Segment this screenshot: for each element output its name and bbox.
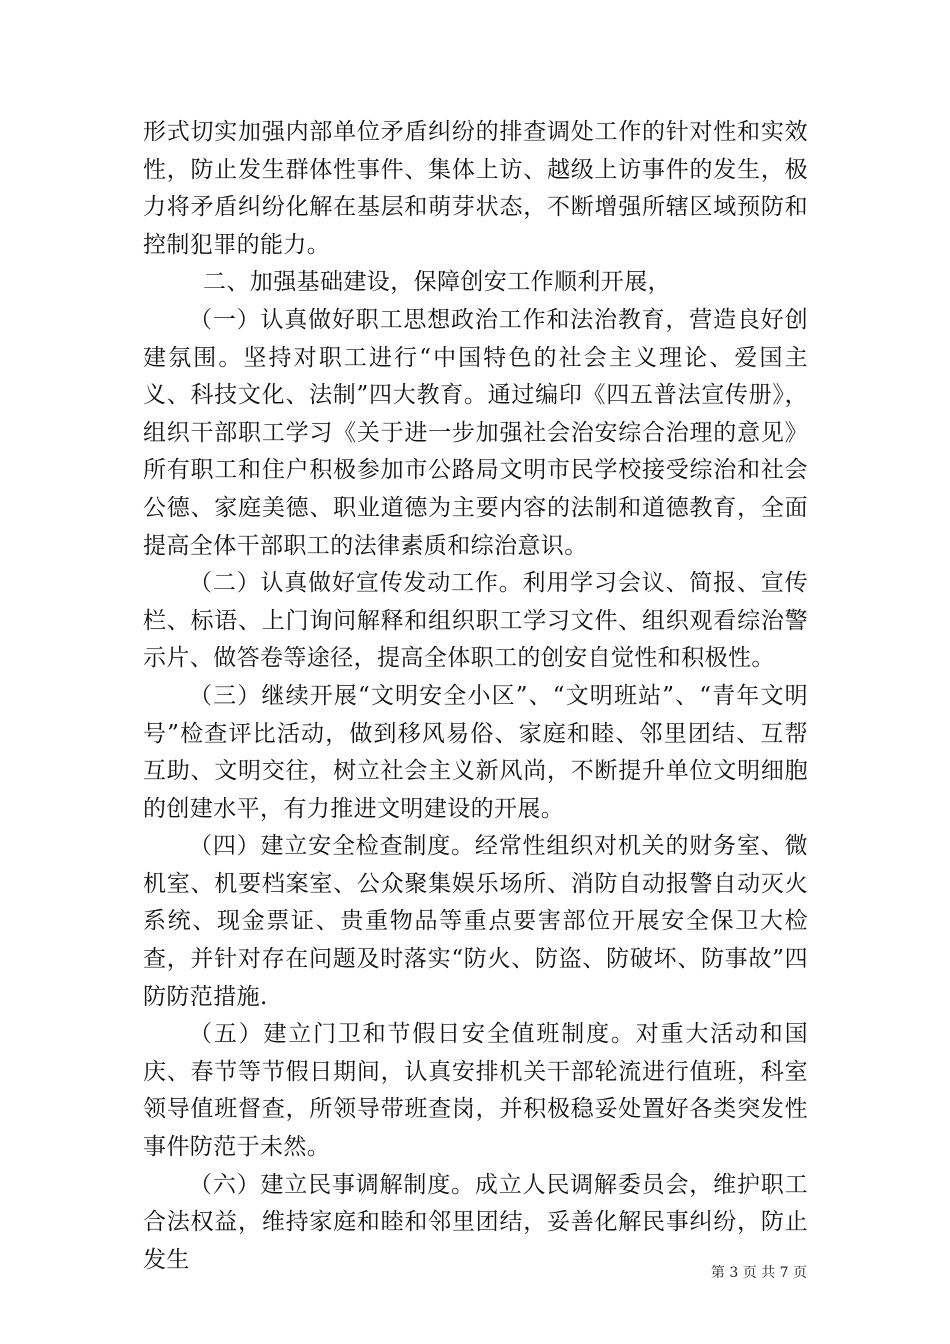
paragraph-item-1: （一）认真做好职工思想政治工作和法治教育，营造良好创建氛围。坚持对职工进行“中国特色的社会主义理论、爱国主义、科技文化、法制”四大教育。通过编印《四五普法宣传册》，组织干部职工学习《关于进一步加强社会治安综合治理的意见》所有职工和住户积极参加市公路局文明市民学校接受综治和社会公德、家庭美德、职业道德为主要内容的法制和道德教育，全面提高全体干部职工的法律素质和综治意识。 — [143, 306, 808, 559]
paragraph-item-4: （四）建立安全检查制度。经常性组织对机关的财务室、微机室、机要档案室、公众聚集娱乐场所、消防自动报警自动灭火系统、现金票证、贵重物品等重点要害部位开展安全保卫大检查，并针对存在问题及时落实“防火、防盗、防破坏、防事故”四防防范措施. — [143, 833, 808, 1010]
paragraph-item-2: （二）认真做好宣传发动工作。利用学习会议、简报、宣传栏、标语、上门询问解释和组织职工学习文件、组织观看综治警示片、做答卷等途径，提高全体职工的创安自觉性和积极性。 — [143, 570, 808, 672]
page-number: 第 3 页 共 7 页 — [710, 1265, 807, 1281]
document-body — [143, 114, 808, 1279]
paragraph-continuation: 形式切实加强内部单位矛盾纠纷的排查调处工作的针对性和实效性，防止发生群体性事件、集体上访、越级上访事件的发生，极力将矛盾纠纷化解在基层和萌芽状态，不断增强所辖区域预防和控制犯罪的能力。 — [143, 119, 808, 258]
paragraph-item-5: （五）建立门卫和节假日安全值班制度。对重大活动和国庆、春节等节假日期间，认真安排机关干部轮流进行值班，科室领导值班督查，所领导带班查岗，并积极稳妥处置好各类突发性事件防范于未然。 — [143, 1021, 808, 1161]
paragraph-item-3: （三）继续开展“文明安全小区”、“文明班站”、“青年文明号”检查评比活动，做到移风易俗、家庭和睦、邻里团结、互帮互助、文明交往，树立社会主义新风尚，不断提升单位文明细胞的创建水平，有力推进文明建设的开展。 — [143, 682, 808, 822]
paragraph-item-6: （六）建立民事调解制度。成立人民调解委员会，维护职工合法权益，维持家庭和睦和邻里团结，妥善化解民事纠纷，防止发生 — [143, 1171, 808, 1273]
section-heading: 二、加强基础建设，保障创安工作顺利开展， — [203, 269, 671, 296]
